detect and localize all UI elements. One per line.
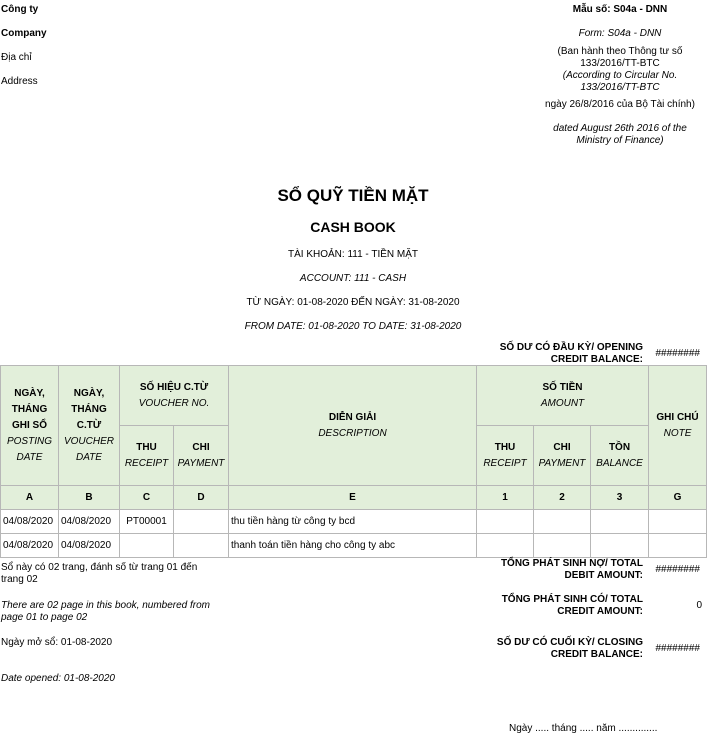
period-vi: TỪ NGÀY: 01-08-2020 ĐẾN NGÀY: 31-08-2020	[246, 297, 460, 308]
address-label: Địa chỉ	[1, 52, 32, 63]
pages-note-vi: Sổ này có 02 trang, đánh số từ trang 01 đến trang 02	[1, 562, 198, 585]
total-credit-value: 0	[696, 600, 702, 611]
column-code: G	[649, 486, 707, 510]
issued-line1: (Ban hành theo Thông tư số	[557, 46, 683, 57]
company-label: Công ty	[1, 4, 39, 15]
payment-amount-cell	[534, 510, 591, 534]
total-credit-label: TỔNG PHÁT SINH CÓ/ TOTAL CREDIT AMOUNT:	[501, 594, 643, 617]
according-line2: 133/2016/TT-BTC	[580, 82, 660, 93]
note-cell	[649, 510, 707, 534]
header-amount-payment: CHI PAYMENT	[534, 426, 591, 486]
column-code: A	[1, 486, 59, 510]
header-description: DIỄN GIẢI DESCRIPTION	[229, 366, 477, 486]
opening-balance-label	[440, 342, 643, 366]
posting-date-cell: 04/08/2020	[1, 534, 59, 558]
column-code: E	[229, 486, 477, 510]
voucher-date-cell: 04/08/2020	[59, 534, 120, 558]
payment-no-cell	[174, 534, 229, 558]
closing-balance-label: SỐ DƯ CÓ CUỐI KỲ/ CLOSING CREDIT BALANCE:	[496, 637, 643, 660]
column-code: 3	[591, 486, 649, 510]
posting-date-cell: 04/08/2020	[1, 510, 59, 534]
signature-date-line: Ngày ..... tháng ..... năm ..............	[509, 723, 658, 734]
header-voucher-no: SỐ HIỆU C.TỪ VOUCHER NO.	[120, 366, 229, 426]
column-code-row	[1, 486, 707, 510]
opening-label-line2: CREDIT BALANCE:	[550, 354, 643, 365]
balance-cell	[591, 534, 649, 558]
header-amount-receipt: THU RECEIPT	[477, 426, 534, 486]
header-balance: TỒN BALANCE	[591, 426, 649, 486]
column-code: D	[174, 486, 229, 510]
note-cell	[649, 534, 707, 558]
receipt-no-cell	[120, 534, 174, 558]
header-posting-date: NGÀY, THÁNG GHI SỔ POSTING DATE	[1, 366, 59, 486]
form-details	[520, 28, 715, 147]
table-row	[1, 534, 707, 558]
column-code: C	[120, 486, 174, 510]
payment-amount-cell	[534, 534, 591, 558]
column-code: 1	[477, 486, 534, 510]
page-title: SỔ QUỸ TIỀN MẶT	[277, 186, 429, 205]
closing-balance-value: ########	[655, 643, 700, 654]
issued-line2: 133/2016/TT-BTC	[580, 58, 660, 69]
payment-no-cell	[174, 510, 229, 534]
receipt-amount-cell	[477, 510, 534, 534]
account-vi: TÀI KHOẢN: 111 - TIỀN MẶT	[287, 249, 419, 260]
column-code: 2	[534, 486, 591, 510]
form-code: Mẫu số: S04a - DNN	[572, 4, 668, 15]
header-note: GHI CHÚ NOTE	[649, 366, 707, 486]
form-block	[520, 4, 715, 15]
table-row	[1, 510, 707, 534]
issued-date-en1: dated August 26th 2016 of the	[553, 123, 687, 134]
header-voucher-date: NGÀY, THÁNG C.TỪ VOUCHER DATE	[59, 366, 120, 486]
column-code: B	[59, 486, 120, 510]
opened-date-vi: Ngày mở sổ: 01-08-2020	[1, 637, 113, 648]
account-en: ACCOUNT: 111 - CASH	[299, 273, 407, 284]
issued-date-vi: ngày 26/8/2016 của Bộ Tài chính)	[545, 99, 695, 110]
cash-book-table	[0, 365, 707, 558]
according-line1: (According to Circular No.	[562, 70, 678, 81]
description-cell: thu tiền hàng từ công ty bcd	[229, 510, 477, 534]
opening-balance-value: ########	[655, 348, 700, 359]
voucher-date-cell: 04/08/2020	[59, 510, 120, 534]
header-amount: SỐ TIỀN AMOUNT	[477, 366, 649, 426]
address-label-en: Address	[1, 76, 38, 87]
header-voucher-payment: CHI PAYMENT	[174, 426, 229, 486]
receipt-amount-cell	[477, 534, 534, 558]
issued-date-en2: Ministry of Finance)	[576, 135, 664, 146]
page-title-en: CASH BOOK	[310, 219, 396, 235]
description-cell: thanh toán tiền hàng cho công ty abc	[229, 534, 477, 558]
receipt-no-cell: PT00001	[120, 510, 174, 534]
opened-date-en: Date opened: 01-08-2020	[1, 673, 115, 684]
pages-note-en: There are 02 page in this book, numbered from page 01 to page 02	[1, 600, 211, 623]
total-debit-label: TỔNG PHÁT SINH NỢ/ TOTAL DEBIT AMOUNT:	[500, 558, 643, 581]
header-voucher-receipt: THU RECEIPT	[120, 426, 174, 486]
company-label-en: Company	[1, 28, 47, 39]
total-debit-value: ########	[655, 564, 700, 575]
form-code-en: Form: S04a - DNN	[578, 28, 662, 39]
balance-cell	[591, 510, 649, 534]
opening-label-line1: SỐ DƯ CÓ ĐẦU KỲ/ OPENING	[499, 342, 643, 353]
period-en: FROM DATE: 01-08-2020 TO DATE: 31-08-2020	[244, 321, 462, 332]
